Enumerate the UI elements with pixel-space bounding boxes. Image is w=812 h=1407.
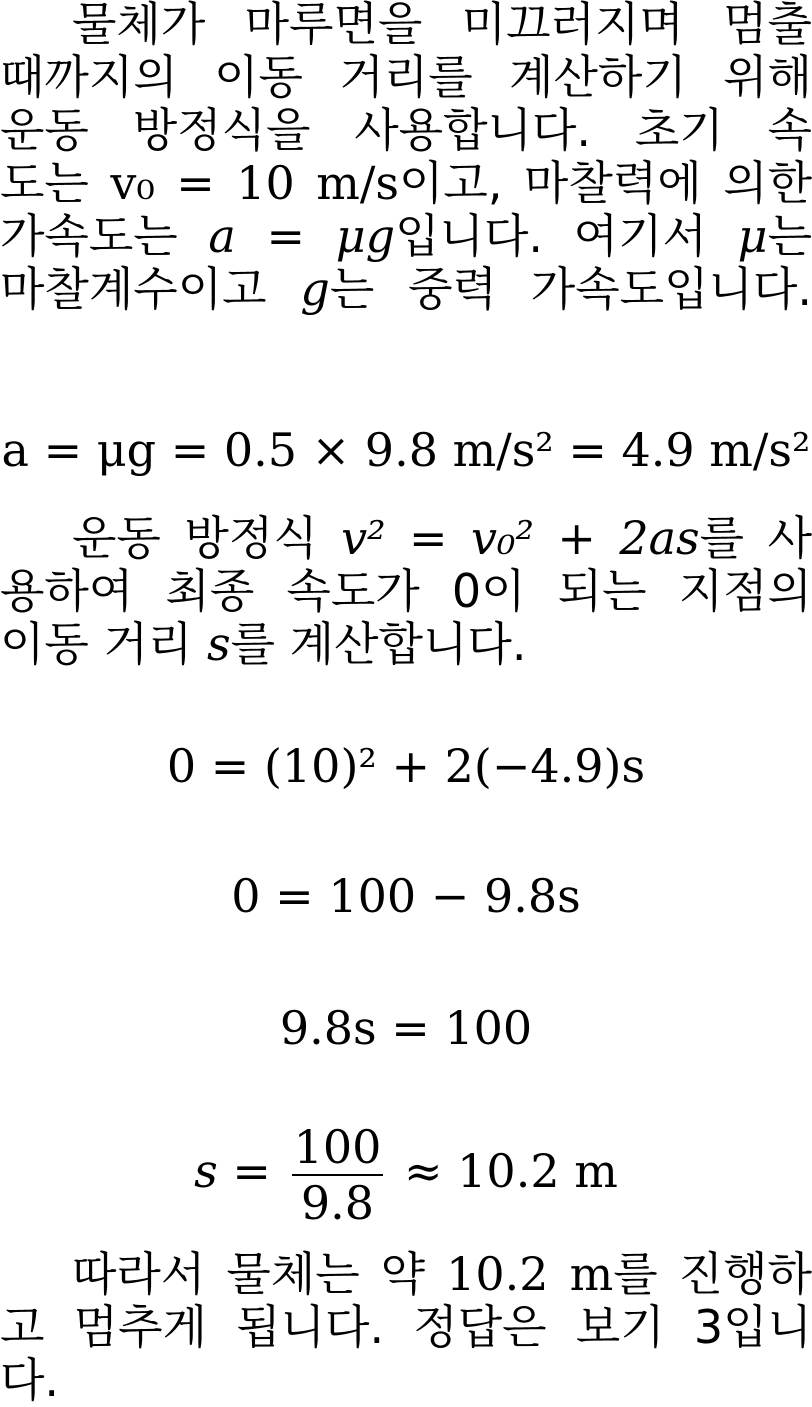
distance-symbol: s	[207, 617, 231, 671]
conclusion-line-1: 따라서 물체는 약 10.2 m를 진행하	[72, 1247, 812, 1301]
acceleration-math: a = μg	[208, 209, 396, 263]
conclusion-paragraph	[0, 1248, 812, 1407]
fraction-numerator: 100	[293, 1120, 382, 1174]
g-symbol: g	[300, 262, 330, 316]
intro-line-4: 도는 v₀ = 10 m/s이고, 마찰력에 의한	[0, 156, 812, 210]
intro-line-1: 물체가 마루면을 미끄러지며 멈출	[72, 0, 812, 51]
acceleration-equation: a = μg = 0.5 × 9.8 m/s² = 4.9 m/s²	[1, 423, 811, 477]
rearranged-equation: 9.8s = 100	[279, 1001, 533, 1055]
kinematics-equation-math: v² = v₀² + 2as	[341, 511, 700, 565]
distance-result-equation	[0, 1122, 812, 1228]
result-lhs: s =	[194, 1144, 271, 1198]
substitution-equation: 0 = (10)² + 2(−4.9)s	[166, 739, 646, 793]
simplified-equation: 0 = 100 − 9.8s	[231, 869, 581, 923]
method-paragraph	[0, 512, 812, 671]
result-rhs: ≈ 10.2 m	[404, 1144, 618, 1198]
conclusion-line-3: 다.	[0, 1353, 60, 1407]
mu-symbol: μ	[737, 209, 768, 263]
method-line-2: 용하여 최종 속도가 0이 되는 지점의	[0, 564, 812, 618]
method-line-1: 운동 방정식 v² = v₀² + 2as를 사	[72, 511, 812, 565]
intro-line-6: 마찰계수이고 g는 중력 가속도입니다.	[0, 262, 812, 316]
distance-value-math: 10.2 m	[446, 1247, 614, 1301]
initial-velocity-math: v₀ = 10 m/s	[110, 156, 399, 210]
intro-paragraph	[0, 0, 812, 316]
result-fraction	[292, 1122, 384, 1228]
conclusion-line-2: 고 멈추게 됩니다. 정답은 보기 3입니	[0, 1300, 812, 1354]
method-line-3: 이동 거리 s를 계산합니다.	[0, 617, 527, 671]
intro-line-2: 때까지의 이동 거리를 계산하기 위해	[0, 50, 812, 104]
intro-line-5: 가속도는 a = μg입니다. 여기서 μ는	[0, 209, 812, 263]
intro-line-3: 운동 방정식을 사용합니다. 초기 속	[0, 103, 812, 157]
fraction-denominator: 9.8	[300, 1176, 375, 1230]
